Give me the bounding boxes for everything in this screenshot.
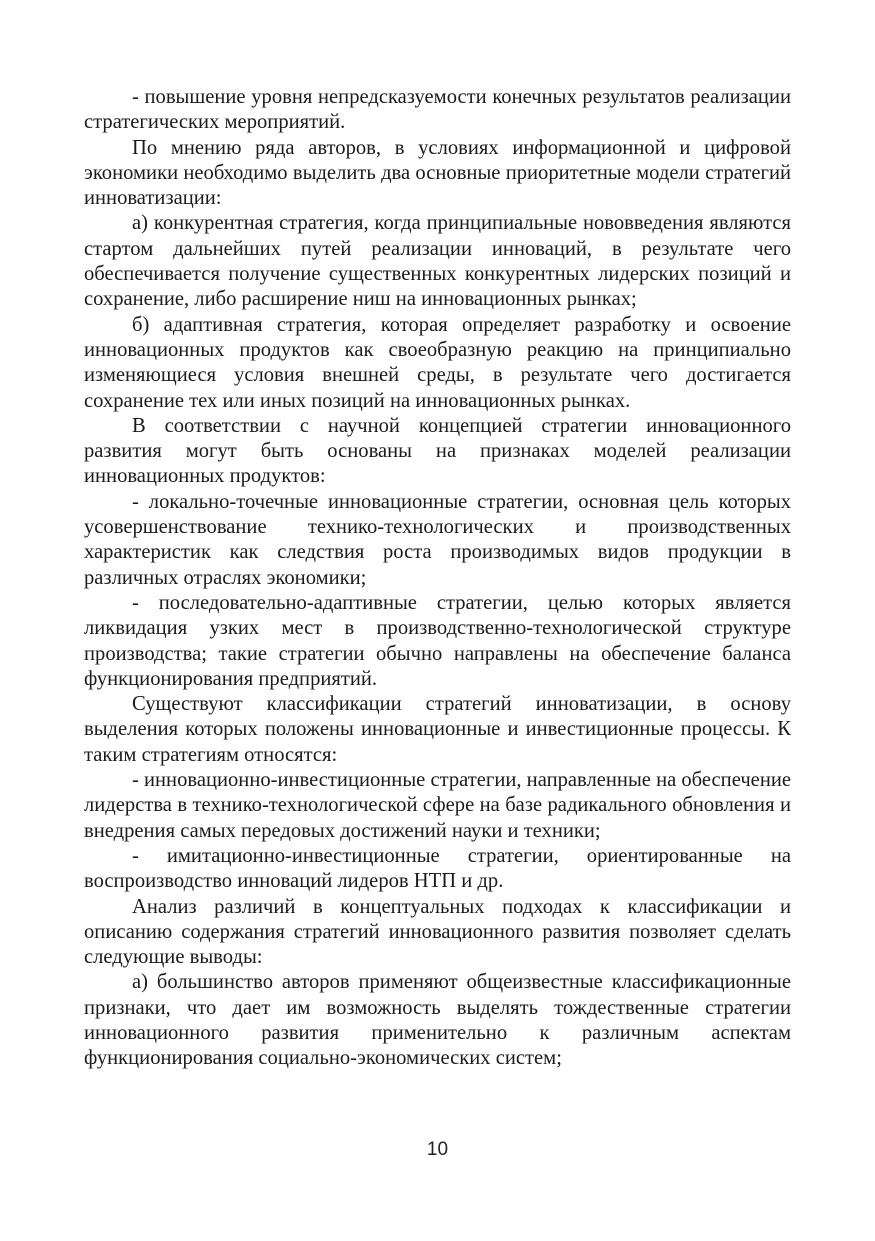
paragraph-8: Существуют классификации стратегий инноватизации, в основу выделения которых положены инновационные и инвестиционные процессы. К таким стратегиям относятся:: [84, 693, 791, 766]
paragraph-1: - повышение уровня непредсказуемости конечных результатов реализации стратегических мероприятий.: [84, 86, 791, 134]
paragraph-7: - последовательно-адаптивные стратегии, целью которых является ликвидация узких мест в производственно-технологической структуре производства; такие стратегии обычно направлены на обеспечение баланса функционирования предприятий.: [84, 591, 791, 690]
paragraph-12: а) большинство авторов применяют общеизвестные классификационные признаки, что дает им возможность выделять тождественные стратегии инновационного развития применительно к различным аспектам функционирования социально-экономических систем;: [84, 971, 791, 1070]
paragraph-9: - инновационно-инвестиционные стратегии, направленные на обеспечение лидерства в технико-технологической сфере на базе радикального обновления и внедрения самых передовых достижений науки и техники;: [84, 769, 791, 842]
paragraph-5: В соответствии с научной концепцией стратегии инновационного развития могут быть основаны на признаках моделей реализации инновационных продуктов:: [84, 414, 791, 488]
paragraph-4: б) адаптивная стратегия, которая определяет разработку и освоение инновационных продуктов как своеобразную реакцию на принципиально изменяющиеся условия внешней среды, в результате чего достигается сохранение тех или иных позиций на инновационных рынках.: [84, 313, 791, 412]
paragraph-10: - имитационно-инвестиционные стратегии, ориентированные на воспроизводство инноваций лидеров НТП и др.: [84, 844, 791, 893]
paragraph-3: а) конкурентная стратегия, когда принципиальные нововведения являются стартом дальнейших путей реализации инноваций, в результате чего обеспечивается получение существенных конкурентных лидерских позиций и сохранение, либо расширение ниш на инновационных рынках;: [84, 212, 791, 311]
page-body: [84, 85, 791, 1072]
paragraph-2: По мнению ряда авторов, в условиях информационной и цифровой экономики необходимо выделить два основные приоритетные модели стратегий инноватизации:: [84, 136, 791, 210]
paragraph-6: - локально-точечные инновационные стратегии, основная цель которых усовершенствование технико-технологических и производственных характеристик как следствия роста производимых видов продукции в различных отраслях экономики;: [84, 490, 791, 589]
page-number: 10: [426, 1139, 449, 1160]
paragraph-11: Анализ различий в концептуальных подходах к классификации и описанию содержания стратегий инновационного развития позволяет сделать следующие выводы:: [84, 895, 791, 969]
